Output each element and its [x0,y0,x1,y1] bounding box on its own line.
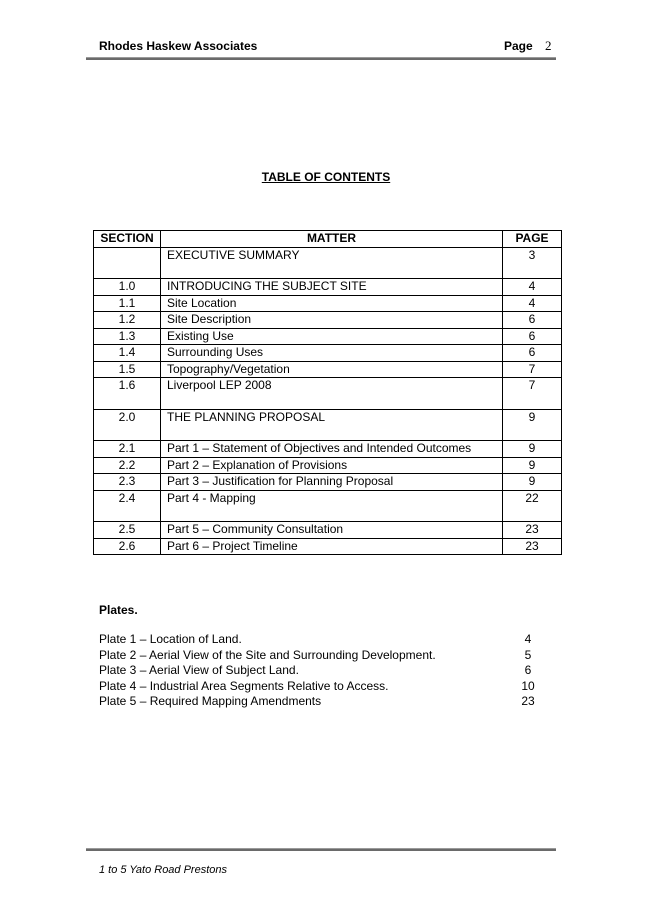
table-row [94,409,562,425]
table-row [94,474,562,491]
plate-label: Plate 2 – Aerial View of the Site and Surrounding Development. [99,647,436,662]
toc-section: 2.2 [94,457,161,474]
plate-label: Plate 3 – Aerial View of Subject Land. [99,663,299,677]
toc-page: 7 [503,378,562,394]
toc-section: 2.0 [94,409,161,425]
toc-matter: Topography/Vegetation [161,361,503,378]
toc-page: 6 [503,328,562,345]
toc-matter: Part 4 - Mapping [161,490,503,506]
list-item [99,648,543,664]
toc-page: 4 [503,279,562,296]
table-spacer-row [94,425,562,441]
footer-text: 1 to 5 Yato Road Prestons [99,864,228,876]
toc-matter: Surrounding Uses [161,345,503,362]
plate-page: 5 [524,647,532,662]
toc-section: 1.6 [94,378,161,394]
table-row [94,378,562,394]
table-spacer-row [94,394,562,410]
toc-header-matter: MATTER [161,231,503,248]
list-item [99,632,543,648]
table-row [94,490,562,506]
toc-page: 6 [503,312,562,329]
toc-section: 1.2 [94,312,161,329]
toc-page: 9 [503,441,562,458]
table-row [94,441,562,458]
toc-page: 23 [503,538,562,555]
plate-label: Plate 4 – Industrial Area Segments Relative to Access. [99,678,389,693]
toc-section: 1.4 [94,345,161,362]
table-row [94,345,562,362]
plate-page: 10 [521,678,535,693]
plate-page: 4 [524,632,532,646]
table-row [94,457,562,474]
toc-matter: INTRODUCING THE SUBJECT SITE [161,279,503,296]
toc-page: 4 [503,295,562,312]
toc-matter: Site Description [161,312,503,329]
toc-matter: Part 1 – Statement of Objectives and Intended Outcomes [161,441,503,458]
toc-page: 9 [503,474,562,491]
table-row [94,361,562,378]
header-company-name: Rhodes Haskew Associates [99,39,258,53]
toc-matter: Part 2 – Explanation of Provisions [161,457,503,474]
toc-section: 2.5 [94,522,161,539]
header-page-number: 2 [545,38,552,53]
toc-header-section: SECTION [94,231,161,248]
table-spacer-row [94,506,562,522]
toc-page: 9 [503,409,562,425]
table-row [94,538,562,555]
toc-section: 1.0 [94,279,161,296]
plate-page: 6 [524,663,532,677]
table-row [94,328,562,345]
toc-matter: Part 6 – Project Timeline [161,538,503,555]
toc-matter: THE PLANNING PROPOSAL [161,409,503,425]
toc-section: 2.1 [94,441,161,458]
footer-divider [86,848,556,851]
header-divider [86,57,556,60]
list-item [99,694,543,710]
toc-page: 3 [503,247,562,263]
table-row [94,247,562,263]
plate-label: Plate 1 – Location of Land. [99,632,242,646]
table-row [94,312,562,329]
toc-matter: Site Location [161,295,503,312]
table-row [94,279,562,296]
toc-page: 7 [503,361,562,378]
toc-table [93,230,562,555]
toc-section [94,247,161,263]
toc-section: 2.3 [94,474,161,491]
toc-section: 2.4 [94,490,161,506]
plate-page: 23 [521,694,535,708]
toc-page: 6 [503,345,562,362]
table-row [94,522,562,539]
toc-header-row [94,231,562,248]
list-item [99,663,543,679]
plate-label: Plate 5 – Required Mapping Amendments [99,694,322,708]
header-page-label: Page [504,39,533,53]
plates-list [99,632,543,710]
table-spacer-row [94,263,562,279]
toc-section: 1.1 [94,295,161,312]
plates-title: Plates. [99,603,138,617]
toc-matter: Liverpool LEP 2008 [161,378,503,394]
toc-section: 1.5 [94,361,161,378]
toc-page: 23 [503,522,562,539]
toc-matter: EXECUTIVE SUMMARY [161,247,503,263]
toc-page: 9 [503,457,562,474]
toc-title: TABLE OF CONTENTS [261,170,391,184]
toc-matter: Part 3 – Justification for Planning Proposal [161,474,503,491]
toc-page: 22 [503,490,562,506]
toc-header-page: PAGE [503,231,562,248]
toc-matter: Part 5 – Community Consultation [161,522,503,539]
list-item [99,679,543,695]
toc-matter: Existing Use [161,328,503,345]
table-row [94,295,562,312]
toc-section: 2.6 [94,538,161,555]
toc-section: 1.3 [94,328,161,345]
